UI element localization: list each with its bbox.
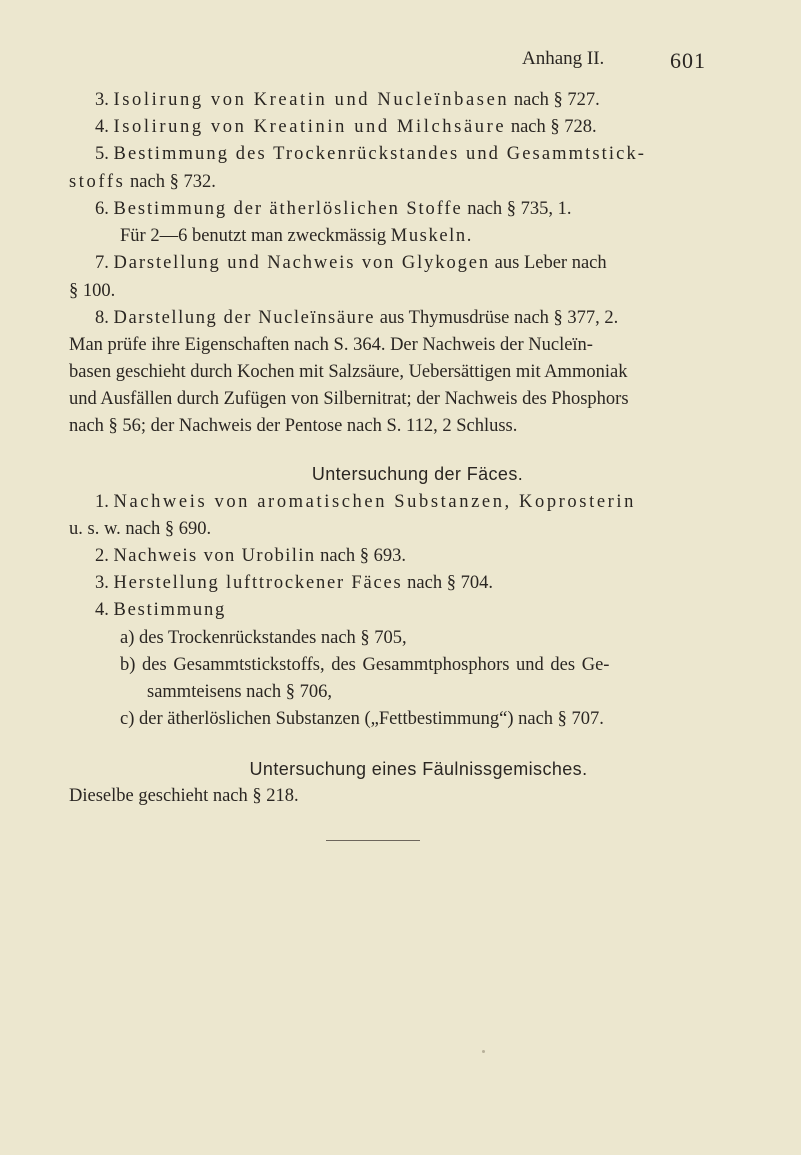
item-number: 5. (95, 144, 109, 164)
item-reference: aus Thymusdrüse nach § 377, 2. (379, 308, 619, 328)
item-title: Darstellung und Nachweis von Glykogen (113, 253, 491, 273)
item-number: 2. (95, 546, 109, 566)
item-4 (95, 115, 597, 139)
item-number: 4. (95, 117, 109, 137)
item-reference: § 100. (69, 281, 116, 301)
item-number: 4. (95, 600, 109, 620)
item-8-line: nach § 56; der Nachweis der Pentose nach S. 112, 2 Schluss. (69, 416, 518, 436)
item-title: Bestimmung der ätherlöslichen Stoffe (113, 199, 463, 219)
item-6-note (120, 224, 473, 248)
item-title: Bestimmung des Trockenrückstandes und Gesammtstick- (113, 144, 647, 164)
faeces-item-4 (95, 598, 226, 622)
item-7-continuation (69, 279, 115, 303)
item-number: 6. (95, 199, 109, 219)
item-reference: nach § 693. (320, 546, 406, 566)
header-title: Anhang II. (522, 48, 605, 69)
item-reference: nach § 735, 1. (467, 199, 572, 219)
item-number: 3. (95, 573, 109, 593)
item-title: Nachweis von aromatischen Substanzen, Koprosterin (113, 492, 636, 512)
item-8 (95, 306, 618, 330)
faeces-sub-b-continuation: sammteisens nach § 706, (147, 682, 332, 702)
item-reference: nach § 728. (510, 117, 597, 137)
item-7 (95, 251, 607, 275)
faeces-item-1-continuation: u. s. w. nach § 690. (69, 519, 212, 539)
running-header (0, 48, 801, 74)
item-title: Bestimmung (113, 600, 227, 620)
item-3 (95, 88, 600, 112)
item-title: Darstellung der Nucleïnsäure (113, 308, 376, 328)
faeces-item-1 (95, 490, 636, 514)
item-reference: aus Leber nach (494, 253, 607, 273)
item-title: Nachweis von Urobilin (113, 546, 316, 566)
item-6 (95, 197, 572, 221)
item-reference: nach § 704. (407, 573, 493, 593)
page-number: 601 (670, 48, 706, 73)
item-reference: nach § 732. (130, 172, 216, 192)
item-8-line: Man prüfe ihre Eigenschaften nach S. 364. Der Nachweis der Nucleïn- (69, 335, 593, 355)
item-8-line: basen geschieht durch Kochen mit Salzsäure, Uebersättigen mit Ammoniak (69, 362, 628, 382)
item-title: Isolirung von Kreatin und Nucleïnbasen (113, 90, 510, 110)
note-emphasis: Muskeln. (390, 226, 473, 246)
faeces-sub-c: c) der ätherlöslichen Substanzen („Fettbestimmung“) nach § 707. (120, 709, 604, 729)
item-8-line: und Ausfällen durch Zufügen von Silbernitrat; der Nachweis des Phosphors (69, 389, 629, 409)
faeces-sub-a: a) des Trockenrückstandes nach § 705, (120, 628, 407, 648)
item-5 (95, 142, 646, 166)
note-text: Für 2—6 benutzt man zweckmässig (120, 226, 387, 246)
faeces-item-3 (95, 571, 493, 595)
end-rule (326, 840, 420, 841)
faeces-sub-b: b) des Gesammtstickstoffs, des Gesammtphosphors und des Ge- (120, 655, 610, 675)
section-heading-faeces: Untersuchung der Fäces. (311, 464, 524, 484)
item-number: 1. (95, 492, 109, 512)
section-heading-faeulnis: Untersuchung eines Fäulnissgemisches. (249, 759, 588, 779)
item-number: 3. (95, 90, 109, 110)
paper-speck (482, 1050, 485, 1053)
item-number: 7. (95, 253, 109, 273)
item-title: Herstellung lufttrockener Fäces (113, 573, 403, 593)
item-title: Isolirung von Kreatinin und Milchsäure (113, 117, 507, 137)
item-5-continuation (69, 170, 216, 194)
item-title-continuation: stoffs (69, 172, 126, 192)
faeulnis-text: Dieselbe geschieht nach § 218. (69, 786, 299, 806)
item-reference: nach § 727. (513, 90, 600, 110)
item-number: 8. (95, 308, 109, 328)
faeces-item-2 (95, 544, 406, 568)
